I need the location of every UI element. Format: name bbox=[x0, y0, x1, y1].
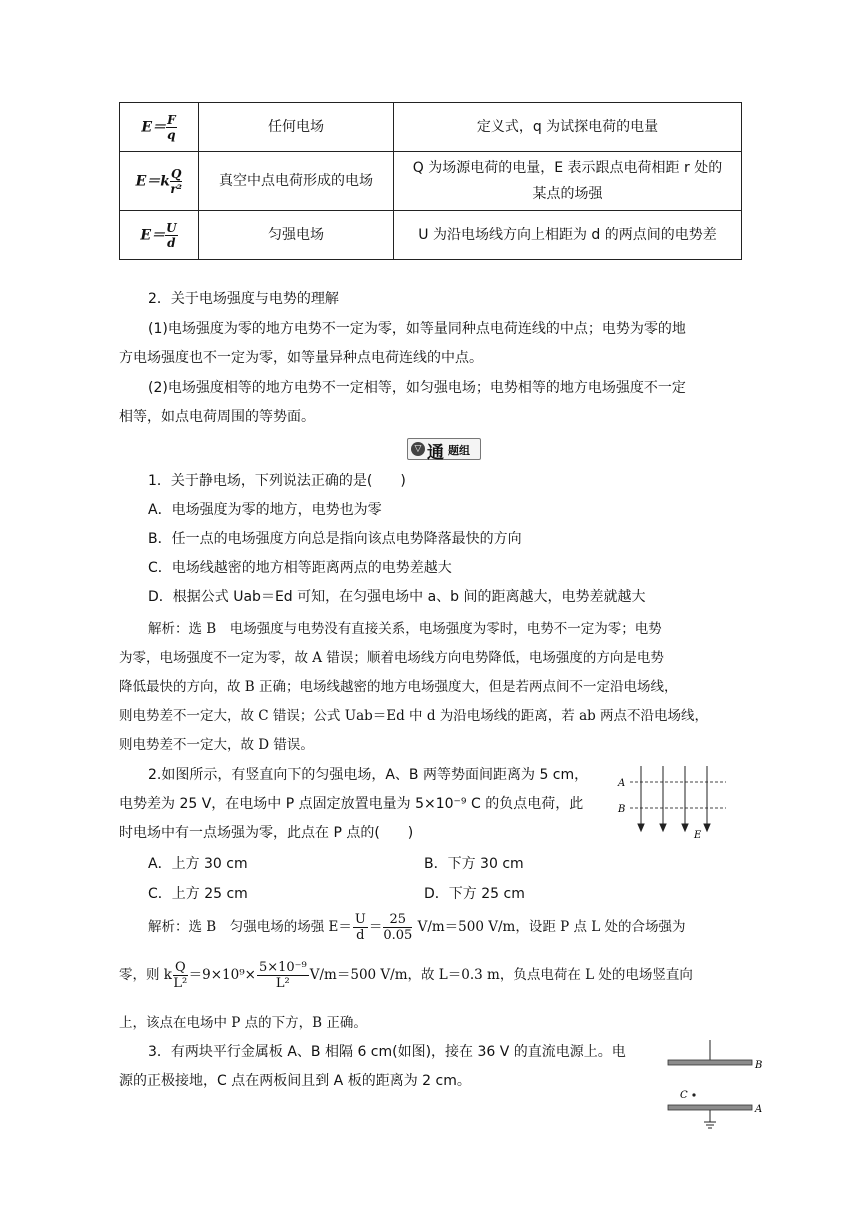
fraction-denominator: L² bbox=[173, 976, 188, 991]
triangle-icon: ▽ bbox=[411, 442, 425, 456]
fraction-numerator: F bbox=[167, 112, 176, 127]
solution-line: 解析：选 B 电场强度与电势没有直接关系，电场强度为零时，电势不一定为零；电势 bbox=[148, 621, 662, 637]
solution-text: V/m＝500 V/m，设距 P 点 L 处的合场强为 bbox=[413, 919, 686, 935]
solution-line: 则电势差不一定大，故 C 错误；公式 Uab＝Ed 中 d 为沿电场线的距离，若 ab 两点不沿电场线， bbox=[119, 708, 709, 724]
formula-cell bbox=[120, 211, 199, 260]
question-stem: 电势差为 25 V，在电场中 P 点固定放置电量为 5×10⁻⁹ C 的负点电荷，此 bbox=[119, 796, 584, 812]
paragraph-line: 方电场强度也不一定为零，如等量异种点电荷连线的中点。 bbox=[119, 350, 483, 366]
field-diagram bbox=[614, 764, 734, 842]
section-heading: 2．关于电场强度与电势的理解 bbox=[148, 291, 339, 307]
formula-lhs: E＝ bbox=[141, 119, 167, 135]
note-cell: U 为沿电场线方向上相距为 d 的两点间的电势差 bbox=[394, 211, 742, 260]
fraction-numerator: Q bbox=[170, 166, 182, 181]
field-lines bbox=[638, 766, 710, 831]
question-stem: 时电场中有一点场强为零，此点在 P 点的( ) bbox=[119, 825, 414, 841]
formula-fraction bbox=[165, 221, 177, 250]
label-c: C bbox=[680, 1090, 688, 1101]
point-c bbox=[692, 1093, 695, 1096]
label-e: E bbox=[694, 830, 702, 841]
solution-text: V/m＝500 V/m，故 L＝0.3 m，负点电荷在 L 处的电场竖直向 bbox=[309, 967, 693, 983]
formula-cell bbox=[120, 103, 199, 152]
table-row bbox=[120, 152, 742, 211]
formula-table bbox=[119, 102, 742, 260]
solution-text: ＝ bbox=[368, 919, 383, 935]
formula-fraction bbox=[166, 113, 177, 142]
plate-a bbox=[668, 1105, 752, 1110]
solution-line bbox=[148, 908, 686, 946]
fraction-numerator: U bbox=[354, 912, 366, 927]
scope-cell: 任何电场 bbox=[199, 103, 394, 152]
solution-line: 上，该点在电场中 P 点的下方，B 正确。 bbox=[119, 1015, 367, 1031]
solution-line: 降低最快的方向，故 B 正确；电场线越密的地方电场强度大，但是若两点间不一定沿电场线， bbox=[119, 679, 678, 695]
option-d: D．根据公式 Uab＝Ed 可知，在匀强电场中 a、b 间的距离越大，电势差就越大 bbox=[148, 589, 646, 605]
formula-fraction bbox=[383, 912, 412, 943]
label-a: A bbox=[755, 1104, 763, 1115]
note-line: 某点的场强 bbox=[532, 186, 603, 202]
table-row bbox=[120, 211, 742, 260]
plates-diagram bbox=[660, 1038, 770, 1134]
solution-text: ＝9×10⁹× bbox=[188, 967, 256, 983]
badge-sub-text: 题组 bbox=[448, 444, 470, 457]
plate-b bbox=[668, 1060, 752, 1065]
formula-cell bbox=[120, 152, 199, 211]
formula-fraction bbox=[257, 960, 309, 991]
fraction-denominator: q bbox=[167, 127, 176, 142]
question-stem: 1．关于静电场，下列说法正确的是( ) bbox=[148, 473, 406, 489]
option-a: A．上方 30 cm bbox=[148, 856, 248, 872]
ground-icon bbox=[704, 1122, 716, 1128]
label-a: A bbox=[618, 778, 626, 789]
option-c: C．电场线越密的地方相等距离两点的电势差越大 bbox=[148, 560, 452, 576]
solution-line: 则电势差不一定大，故 D 错误。 bbox=[119, 737, 314, 753]
note-cell: 定义式，q 为试探电荷的电量 bbox=[394, 103, 742, 152]
fraction-denominator: L² bbox=[275, 976, 290, 991]
solution-text: 解析：选 B 匀强电场的场强 E＝ bbox=[148, 919, 352, 935]
formula-lhs: E＝ bbox=[140, 227, 166, 243]
scope-cell: 匀强电场 bbox=[199, 211, 394, 260]
note-cell bbox=[394, 152, 742, 211]
question-stem: 源的正极接地，C 点在两板间且到 A 板的距离为 2 cm。 bbox=[119, 1073, 471, 1089]
scope-cell: 真空中点电荷形成的电场 bbox=[199, 152, 394, 211]
formula-fraction bbox=[353, 912, 368, 943]
option-a: A．电场强度为零的地方，电势也为零 bbox=[148, 502, 382, 518]
question-stem: 3．有两块平行金属板 A、B 相隔 6 cm(如图)，接在 36 V 的直流电源上。电 bbox=[148, 1044, 626, 1060]
fraction-denominator: d bbox=[167, 235, 176, 250]
paragraph-line: 相等，如点电荷周围的等势面。 bbox=[119, 409, 315, 425]
label-b: B bbox=[755, 1060, 763, 1071]
label-b: B bbox=[618, 804, 626, 815]
formula-lhs: E＝k bbox=[135, 173, 170, 189]
fraction-numerator: U bbox=[166, 220, 177, 235]
option-b: B．下方 30 cm bbox=[424, 856, 524, 872]
fraction-denominator: r² bbox=[170, 181, 182, 196]
badge-main-text: 通 bbox=[427, 443, 444, 463]
paragraph-line: (2)电场强度相等的地方电势不一定相等，如匀强电场；电势相等的地方电场强度不一定 bbox=[148, 380, 686, 396]
question-stem: 2.如图所示，有竖直向下的匀强电场，A、B 两等势面间距离为 5 cm， bbox=[148, 767, 589, 783]
solution-line bbox=[119, 956, 693, 994]
fraction-denominator: 0.05 bbox=[383, 928, 413, 943]
formula-fraction bbox=[170, 167, 182, 196]
option-b: B．任一点的电场强度方向总是指向该点电势降落最快的方向 bbox=[148, 531, 522, 547]
solution-text: 零，则 k bbox=[119, 967, 172, 983]
formula-fraction bbox=[173, 960, 188, 991]
fraction-numerator: 5×10⁻⁹ bbox=[258, 960, 307, 975]
solution-line: 为零，电场强度不一定为零，故 A 错误；顺着电场线方向电势降低，电场强度的方向是电势 bbox=[119, 650, 664, 666]
option-c: C．上方 25 cm bbox=[148, 886, 248, 902]
note-line: Q 为场源电荷的电量，E 表示跟点电荷相距 r 处的 bbox=[412, 160, 723, 176]
option-d: D．下方 25 cm bbox=[424, 886, 525, 902]
fraction-denominator: d bbox=[356, 928, 365, 943]
fraction-numerator: Q bbox=[174, 960, 186, 975]
paragraph-line: (1)电场强度为零的地方电势不一定为零，如等量同种点电荷连线的中点；电势为零的地 bbox=[148, 321, 686, 337]
exercise-group-badge bbox=[407, 438, 481, 463]
table-row bbox=[120, 103, 742, 152]
fraction-numerator: 25 bbox=[383, 912, 412, 928]
